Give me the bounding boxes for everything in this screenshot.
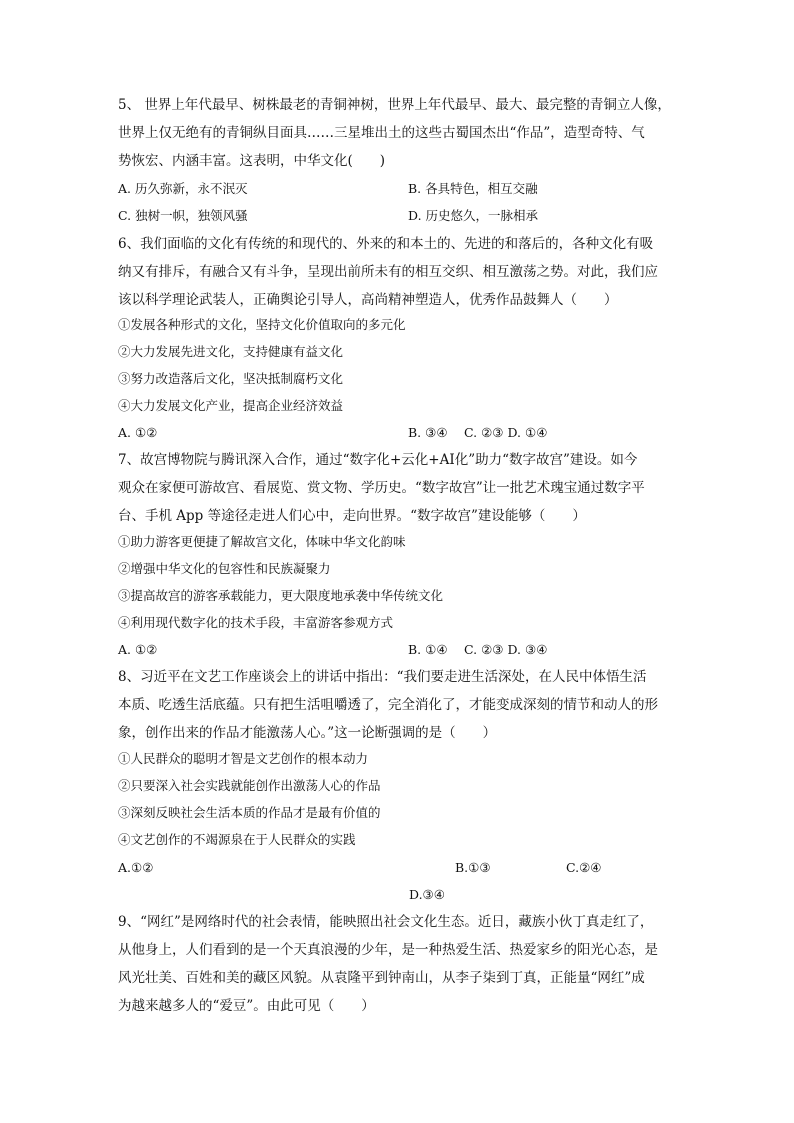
q6-stem-line-3: 该以科学理论武装人，正确舆论引导人，高尚精神塑造人，优秀作品鼓舞人（ ） <box>118 292 618 308</box>
q6-stem-line-1: 6、我们面临的文化有传统的和现代的、外来的和本土的、先进的和落后的，各种文化有吸 <box>118 236 654 252</box>
q7-stem-line-2: 观众在家便可游故宫、看展览、赏文物、学历史。“数字故宫”让一批艺术瑰宝通过数字平 <box>118 480 645 496</box>
q8-stem-line-1: 8、习近平在文艺工作座谈会上的讲话中指出：“我们要走进生活深处，在人民中体悟生活 <box>118 669 647 685</box>
q8-stem-line-3: 象，创作出来的作品才能激荡人心。”这一论断强调的是（ ） <box>118 725 497 741</box>
q9-stem-line-3: 风光壮美、百姓和美的藏区风貌。从袁隆平到钟南山，从李子柒到丁真，正能量“网红”成 <box>118 970 645 986</box>
q8-item-2: ②只要深入社会实践就能创作出激荡人心的作品 <box>118 778 381 793</box>
q6-stem-line-2: 纳又有排斥，有融合又有斗争，呈现出前所未有的相互交织、相互激荡之势。对此，我们应 <box>118 264 658 280</box>
q6-item-3: ③努力改造落后文化，坚决抵制腐朽文化 <box>118 371 344 386</box>
q6-item-4: ④大力发展文化产业，提高企业经济效益 <box>118 398 344 413</box>
q8-option-c: C.②④ <box>566 860 602 875</box>
q9-stem-line-1: 9、“网红”是网络时代的社会表情，能映照出社会文化生态。近日，藏族小伙丁真走红了， <box>118 914 654 930</box>
q7-option-a: A. ①② <box>118 642 158 657</box>
q7-item-4: ④利用现代数字化的技术手段，丰富游客参观方式 <box>118 615 394 630</box>
q6-item-2: ②大力发展先进文化，支持健康有益文化 <box>118 344 344 359</box>
q7-stem-line-3: 台、手机 App 等途径走进人们心中，走向世界。“数字故宫”建设能够（ ） <box>118 508 586 524</box>
q8-item-3: ③深刻反映社会生活本质的作品才是最有价值的 <box>118 805 381 820</box>
q7-item-3: ③提高故宫的游客承载能力，更大限度地承袭中华传统文化 <box>118 588 444 603</box>
q5-option-d: D. 历史悠久，一脉相承 <box>408 208 539 223</box>
q5-stem-line-1: 5、 世界上年代最早、树株最老的青铜神树，世界上年代最早、最大、最完整的青铜立人像， <box>118 97 671 113</box>
q6-item-1: ①发展各种形式的文化，坚持文化价值取向的多元化 <box>118 317 406 332</box>
q5-stem-line-2: 世界上仅无绝有的青铜纵目面具……三星堆出土的这些古蜀国杰出“作品”，造型奇特、气 <box>118 125 645 141</box>
q5-option-b: B. 各具特色，相互交融 <box>408 181 538 196</box>
q8-option-d: D.③④ <box>409 887 445 902</box>
q5-option-a: A. 历久弥新，永不泯灭 <box>118 181 248 196</box>
q7-options-bcd: B. ①④ C. ②③ D. ③④ <box>408 642 548 657</box>
q9-stem-line-2: 从他身上，人们看到的是一个天真浪漫的少年，是一种热爱生活、热爱家乡的阳光心态，是 <box>118 942 658 958</box>
q9-stem-line-4: 为越来越多人的“爱豆”。由此可见（ ） <box>118 998 375 1014</box>
q5-stem-line-3: 势恢宏、内涵丰富。这表明，中华文化( ) <box>118 153 386 169</box>
q8-item-1: ①人民群众的聪明才智是文艺创作的根本动力 <box>118 751 369 766</box>
q6-options-bcd: B. ③④ C. ②③ D. ①④ <box>408 425 548 440</box>
q7-item-1: ①助力游客更便捷了解故宫文化，体味中华文化韵味 <box>118 534 406 549</box>
q8-option-a: A.①② <box>118 860 154 875</box>
q8-item-4: ④文艺创作的不竭源泉在于人民群众的实践 <box>118 832 356 847</box>
q8-stem-line-2: 本质、吃透生活底蕴。只有把生活咀嚼透了，完全消化了，才能变成深刻的情节和动人的形 <box>118 697 658 713</box>
q5-option-c: C. 独树一帜，独领风骚 <box>118 208 248 223</box>
q8-option-b: B.①③ <box>455 860 491 875</box>
q7-stem-line-1: 7、故宫博物院与腾讯深入合作，通过“数字化+云化+AI化”助力“数字故宫”建设。如今 <box>118 452 638 468</box>
q7-item-2: ②增强中华文化的包容性和民族凝聚力 <box>118 561 331 576</box>
q6-option-a: A. ①② <box>118 425 158 440</box>
